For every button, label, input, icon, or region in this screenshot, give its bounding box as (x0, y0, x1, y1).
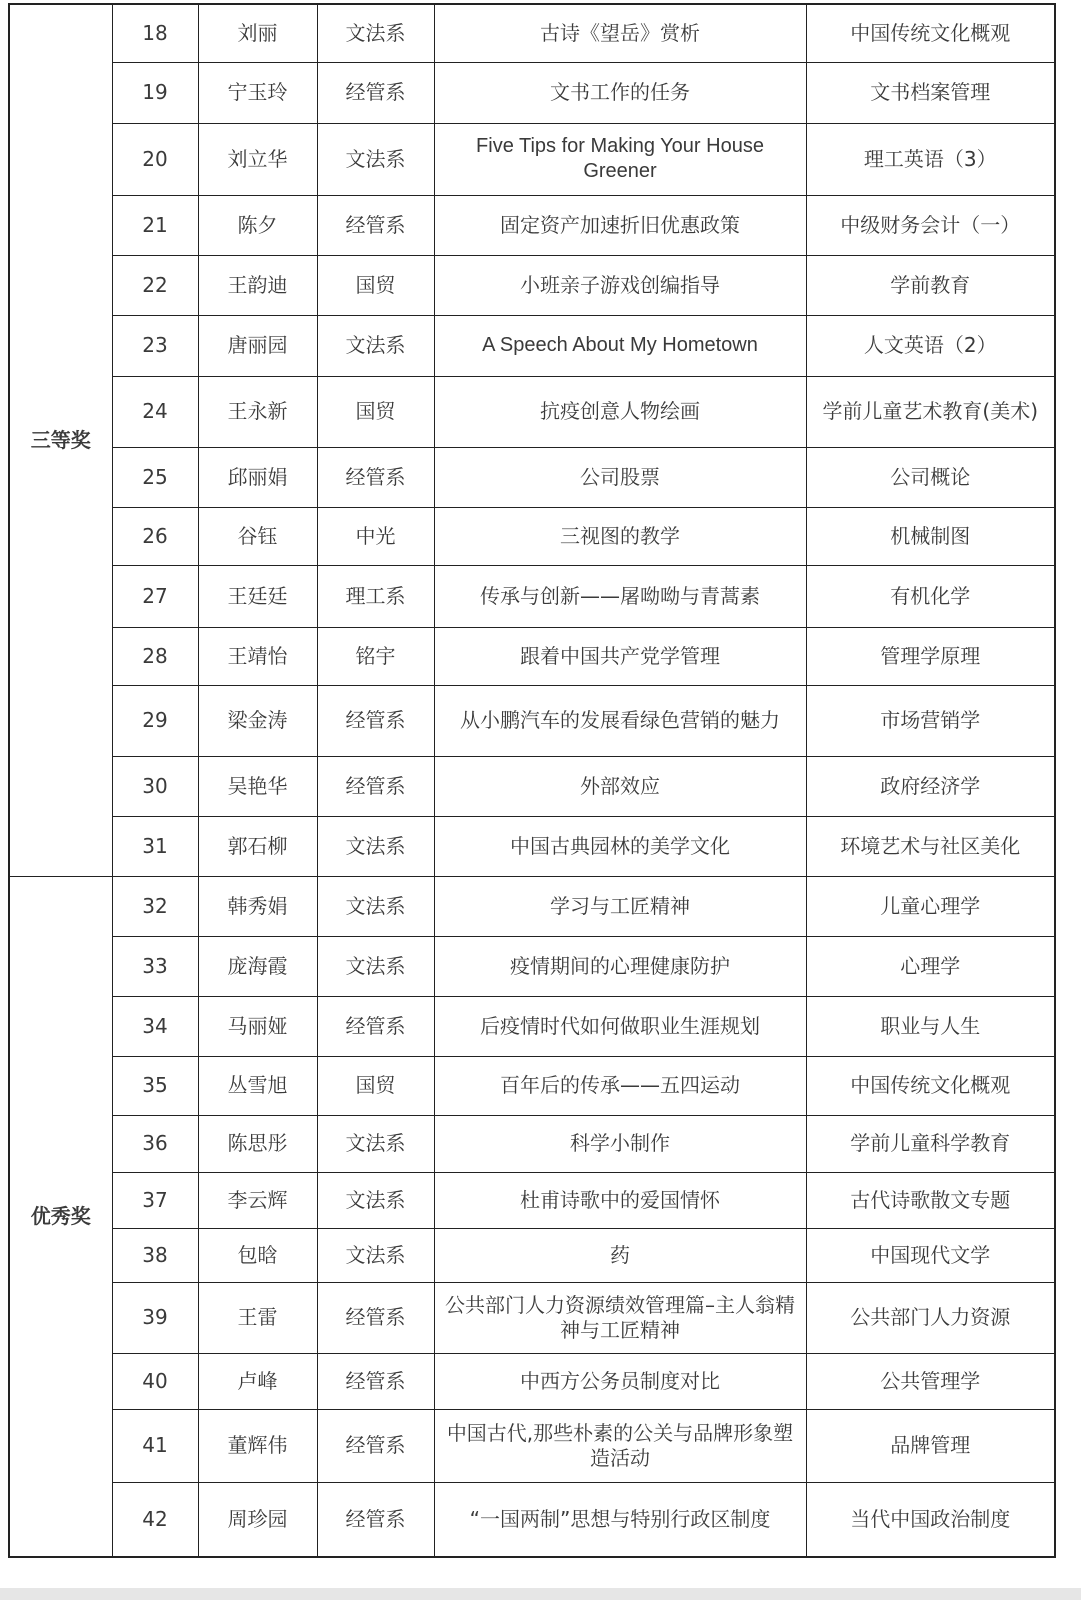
row-number: 27 (112, 565, 198, 627)
row-number: 39 (112, 1282, 198, 1353)
table-row (9, 62, 1055, 123)
lesson-title: 公共部门人力资源绩效管理篇–主人翁精神与工匠精神 (434, 1282, 806, 1353)
lesson-title: 中国古典园林的美学文化 (434, 816, 806, 876)
award-level-third: 三等奖 (9, 4, 112, 876)
table-row (9, 1482, 1055, 1557)
lesson-title: 抗疫创意人物绘画 (434, 376, 806, 447)
department: 文法系 (317, 1228, 434, 1282)
department: 文法系 (317, 876, 434, 936)
course-name: 政府经济学 (806, 756, 1055, 816)
course-name: 品牌管理 (806, 1409, 1055, 1482)
teacher-name: 丛雪旭 (198, 1056, 317, 1115)
lesson-title: 中西方公务员制度对比 (434, 1353, 806, 1409)
row-number: 29 (112, 685, 198, 756)
department: 铭宇 (317, 627, 434, 685)
lesson-title: 跟着中国共产党学管理 (434, 627, 806, 685)
teacher-name: 邱丽娟 (198, 447, 317, 507)
lesson-title: 从小鹏汽车的发展看绿色营销的魅力 (434, 685, 806, 756)
lesson-title: 公司股票 (434, 447, 806, 507)
department: 经管系 (317, 62, 434, 123)
teacher-name: 谷钰 (198, 507, 317, 565)
teacher-name: 李云辉 (198, 1172, 317, 1228)
teacher-name: 周珍园 (198, 1482, 317, 1557)
table-row (9, 996, 1055, 1056)
table-row (9, 123, 1055, 195)
lesson-title: “一国两制”思想与特别行政区制度 (434, 1482, 806, 1557)
row-number: 36 (112, 1115, 198, 1172)
row-number: 34 (112, 996, 198, 1056)
teacher-name: 宁玉玲 (198, 62, 317, 123)
table-row (9, 447, 1055, 507)
table-row (9, 4, 1055, 62)
course-name: 机械制图 (806, 507, 1055, 565)
lesson-title: 文书工作的任务 (434, 62, 806, 123)
department: 国贸 (317, 255, 434, 315)
teacher-name: 王永新 (198, 376, 317, 447)
department: 文法系 (317, 123, 434, 195)
award-list-sheet (8, 3, 1054, 1558)
teacher-name: 陈思彤 (198, 1115, 317, 1172)
department: 经管系 (317, 756, 434, 816)
teacher-name: 卢峰 (198, 1353, 317, 1409)
course-name: 职业与人生 (806, 996, 1055, 1056)
course-name: 中级财务会计（一） (806, 195, 1055, 255)
course-name: 古代诗歌散文专题 (806, 1172, 1055, 1228)
lesson-title: 三视图的教学 (434, 507, 806, 565)
department: 经管系 (317, 1482, 434, 1557)
teacher-name: 包晗 (198, 1228, 317, 1282)
course-name: 中国传统文化概观 (806, 1056, 1055, 1115)
course-name: 环境艺术与社区美化 (806, 816, 1055, 876)
lesson-title: A Speech About My Hometown (434, 315, 806, 376)
course-name: 公共管理学 (806, 1353, 1055, 1409)
table-row (9, 756, 1055, 816)
course-name: 中国传统文化概观 (806, 4, 1055, 62)
department: 国贸 (317, 376, 434, 447)
row-number: 38 (112, 1228, 198, 1282)
course-name: 管理学原理 (806, 627, 1055, 685)
course-name: 中国现代文学 (806, 1228, 1055, 1282)
lesson-title: 古诗《望岳》赏析 (434, 4, 806, 62)
department: 文法系 (317, 936, 434, 996)
teacher-name: 马丽娅 (198, 996, 317, 1056)
lesson-title: 外部效应 (434, 756, 806, 816)
row-number: 19 (112, 62, 198, 123)
course-name: 市场营销学 (806, 685, 1055, 756)
row-number: 23 (112, 315, 198, 376)
course-name: 学前教育 (806, 255, 1055, 315)
department: 经管系 (317, 685, 434, 756)
department: 经管系 (317, 1353, 434, 1409)
lesson-title: 药 (434, 1228, 806, 1282)
bottom-margin-bar (0, 1588, 1081, 1600)
course-name: 理工英语（3） (806, 123, 1055, 195)
row-number: 37 (112, 1172, 198, 1228)
table-row (9, 376, 1055, 447)
course-name: 心理学 (806, 936, 1055, 996)
department: 经管系 (317, 1409, 434, 1482)
department: 文法系 (317, 1115, 434, 1172)
course-name: 公司概论 (806, 447, 1055, 507)
department: 理工系 (317, 565, 434, 627)
teacher-name: 刘丽 (198, 4, 317, 62)
department: 经管系 (317, 195, 434, 255)
department: 中光 (317, 507, 434, 565)
department: 经管系 (317, 447, 434, 507)
lesson-title: 小班亲子游戏创编指导 (434, 255, 806, 315)
course-name: 当代中国政治制度 (806, 1482, 1055, 1557)
department: 经管系 (317, 1282, 434, 1353)
teacher-name: 王雷 (198, 1282, 317, 1353)
department: 文法系 (317, 1172, 434, 1228)
lesson-title: 百年后的传承——五四运动 (434, 1056, 806, 1115)
teacher-name: 王韵迪 (198, 255, 317, 315)
table-row (9, 1282, 1055, 1353)
row-number: 31 (112, 816, 198, 876)
table-row (9, 627, 1055, 685)
table-row (9, 1228, 1055, 1282)
row-number: 26 (112, 507, 198, 565)
award-table-body (9, 4, 1055, 1557)
row-number: 30 (112, 756, 198, 816)
row-number: 42 (112, 1482, 198, 1557)
course-name: 人文英语（2） (806, 315, 1055, 376)
table-row (9, 685, 1055, 756)
row-number: 20 (112, 123, 198, 195)
lesson-title: 学习与工匠精神 (434, 876, 806, 936)
lesson-title: 中国古代,那些朴素的公关与品牌形象塑造活动 (434, 1409, 806, 1482)
teacher-name: 吴艳华 (198, 756, 317, 816)
row-number: 33 (112, 936, 198, 996)
lesson-title: 后疫情时代如何做职业生涯规划 (434, 996, 806, 1056)
table-row (9, 195, 1055, 255)
department: 文法系 (317, 4, 434, 62)
teacher-name: 梁金涛 (198, 685, 317, 756)
row-number: 22 (112, 255, 198, 315)
lesson-title: 疫情期间的心理健康防护 (434, 936, 806, 996)
teacher-name: 陈夕 (198, 195, 317, 255)
teacher-name: 唐丽园 (198, 315, 317, 376)
table-row (9, 816, 1055, 876)
table-row (9, 1056, 1055, 1115)
teacher-name: 郭石柳 (198, 816, 317, 876)
course-name: 学前儿童科学教育 (806, 1115, 1055, 1172)
award-table (8, 3, 1056, 1558)
course-name: 儿童心理学 (806, 876, 1055, 936)
table-row (9, 315, 1055, 376)
row-number: 21 (112, 195, 198, 255)
course-name: 公共部门人力资源 (806, 1282, 1055, 1353)
row-number: 41 (112, 1409, 198, 1482)
lesson-title: 科学小制作 (434, 1115, 806, 1172)
course-name: 学前儿童艺术教育(美术) (806, 376, 1055, 447)
teacher-name: 王廷廷 (198, 565, 317, 627)
table-row (9, 255, 1055, 315)
award-level-excellent: 优秀奖 (9, 876, 112, 1557)
row-number: 35 (112, 1056, 198, 1115)
table-row (9, 1409, 1055, 1482)
department: 文法系 (317, 816, 434, 876)
department: 经管系 (317, 996, 434, 1056)
teacher-name: 韩秀娟 (198, 876, 317, 936)
lesson-title: 杜甫诗歌中的爱国情怀 (434, 1172, 806, 1228)
department: 国贸 (317, 1056, 434, 1115)
row-number: 18 (112, 4, 198, 62)
row-number: 28 (112, 627, 198, 685)
course-name: 文书档案管理 (806, 62, 1055, 123)
row-number: 40 (112, 1353, 198, 1409)
course-name: 有机化学 (806, 565, 1055, 627)
table-row (9, 936, 1055, 996)
lesson-title: 传承与创新——屠呦呦与青蒿素 (434, 565, 806, 627)
lesson-title: Five Tips for Making Your House Greener (434, 123, 806, 195)
row-number: 32 (112, 876, 198, 936)
teacher-name: 董辉伟 (198, 1409, 317, 1482)
lesson-title: 固定资产加速折旧优惠政策 (434, 195, 806, 255)
table-row (9, 876, 1055, 936)
row-number: 25 (112, 447, 198, 507)
table-row (9, 1353, 1055, 1409)
teacher-name: 刘立华 (198, 123, 317, 195)
teacher-name: 庞海霞 (198, 936, 317, 996)
department: 文法系 (317, 315, 434, 376)
table-row (9, 1172, 1055, 1228)
table-row (9, 507, 1055, 565)
row-number: 24 (112, 376, 198, 447)
teacher-name: 王靖怡 (198, 627, 317, 685)
table-row (9, 1115, 1055, 1172)
table-row (9, 565, 1055, 627)
